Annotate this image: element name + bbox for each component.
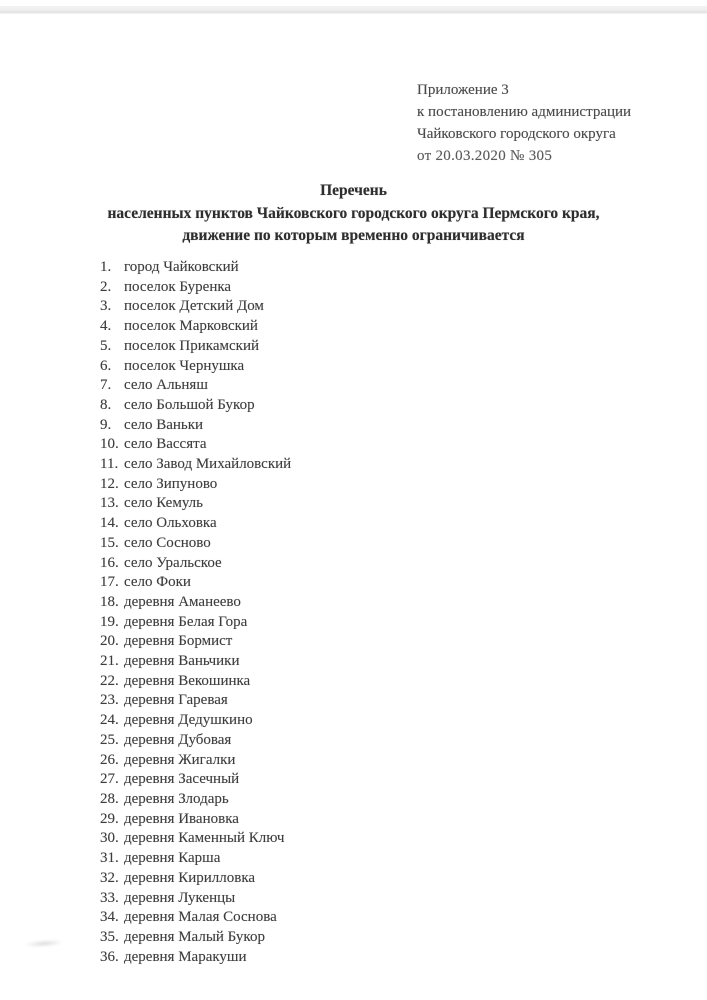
list-item [100, 691, 291, 711]
list-item [100, 869, 291, 889]
appendix-line: Приложение 3 [417, 82, 509, 98]
list-item [100, 593, 291, 613]
list-item [100, 376, 291, 396]
list-item-number: 23. [100, 692, 119, 709]
appendix-line: к постановлению администрации [417, 104, 632, 120]
list-item-number: 14. [100, 515, 119, 532]
list-item [100, 810, 291, 830]
list-item-name: поселок Чернушка [124, 357, 245, 374]
list-item-name: село Фоки [124, 574, 191, 591]
list-item [100, 573, 291, 593]
list-item-name: город Чайковский [124, 259, 239, 275]
list-item-number: 2. [100, 278, 112, 295]
document-title [0, 180, 707, 248]
list-item-number: 11. [100, 456, 119, 473]
list-item [100, 849, 291, 869]
list-item-number: 29. [100, 810, 119, 827]
list-item-name: село Большой Букор [124, 396, 255, 413]
list-item-number: 34. [100, 909, 119, 926]
list-item-number: 25. [100, 731, 119, 748]
scan-artifact-smudge [24, 939, 64, 949]
list-item [100, 396, 291, 416]
list-item-name: деревня Каменный Ключ [124, 830, 285, 847]
appendix-date-number-line: от 20.03.2020 № 305 [417, 148, 553, 164]
list-item-number: 16. [100, 554, 119, 571]
list-item-number: 24. [100, 712, 119, 729]
list-item-number: 33. [100, 889, 119, 906]
list-item-name: деревня Малый Букор [124, 928, 265, 945]
list-item [100, 928, 291, 948]
list-item [100, 711, 291, 731]
list-item-name: деревня Злодарь [124, 790, 229, 807]
scan-artifact-top-band [0, 6, 707, 14]
list-item [100, 534, 291, 554]
list-item-name: село Альняш [124, 377, 208, 394]
list-item-number: 10. [100, 436, 119, 453]
list-item-name: село Уральское [124, 554, 222, 571]
settlements-list [100, 258, 291, 967]
document-title-line: Перечень [320, 182, 387, 199]
list-item [100, 731, 291, 751]
list-item [100, 416, 291, 436]
list-item-number: 27. [100, 771, 119, 788]
list-item-name: деревня Жигалки [124, 751, 236, 768]
appendix-header [417, 79, 631, 167]
list-item-name: деревня Белая Гора [124, 613, 248, 630]
list-item [100, 770, 291, 790]
list-item [100, 908, 291, 928]
list-item-name: село Зипуново [124, 475, 218, 492]
list-item [100, 357, 291, 377]
appendix-line: Чайковского городского округа [417, 126, 616, 142]
list-item-number: 9. [100, 416, 112, 433]
list-item [100, 948, 291, 968]
list-item [100, 632, 291, 652]
list-item [100, 494, 291, 514]
list-item-name: деревня Дубовая [124, 731, 232, 748]
list-item [100, 435, 291, 455]
list-item [100, 337, 291, 357]
list-item-name: поселок Детский Дом [124, 298, 264, 315]
list-item [100, 889, 291, 909]
list-item-name: деревня Лукенцы [124, 889, 236, 906]
document-title-line: населенных пунктов Чайковского городского округа Пермского края, [107, 204, 600, 222]
list-item-number: 20. [100, 633, 119, 650]
list-item-number: 12. [100, 475, 119, 492]
list-item-number: 1. [100, 259, 112, 275]
list-item-number: 22. [100, 672, 119, 689]
list-item-name: деревня Дедушкино [124, 712, 253, 729]
list-item-name: деревня Аманеево [124, 593, 241, 610]
list-item [100, 790, 291, 810]
list-item [100, 613, 291, 633]
list-item [100, 258, 291, 278]
list-item-name: деревня Ваньчики [124, 653, 240, 670]
list-item-number: 15. [100, 534, 119, 551]
list-item-name: село Ваньки [124, 416, 204, 433]
list-item-name: село Ольховка [124, 515, 217, 532]
list-item-number: 35. [100, 928, 119, 945]
list-item-number: 5. [100, 337, 112, 354]
list-item-name: деревня Карша [124, 850, 221, 867]
list-item-name: село Сосново [124, 534, 211, 551]
list-item-number: 36. [100, 948, 119, 965]
list-item-name: деревня Малая Соснова [124, 909, 277, 926]
list-item-name: деревня Кирилловка [124, 869, 256, 886]
list-item [100, 297, 291, 317]
list-item-name: поселок Марковский [124, 318, 258, 335]
list-item-number: 26. [100, 751, 119, 768]
list-item-name: деревня Векошинка [124, 672, 251, 689]
list-item-name: деревня Маракуши [124, 948, 247, 965]
list-item-number: 30. [100, 830, 119, 847]
list-item [100, 278, 291, 298]
list-item-name: село Вассята [124, 436, 207, 453]
list-item-name: деревня Засечный [124, 771, 240, 788]
list-item-name: деревня Гаревая [124, 692, 228, 709]
list-item-name: поселок Буренка [124, 278, 232, 295]
list-item-number: 32. [100, 869, 119, 886]
list-item [100, 672, 291, 692]
list-item [100, 514, 291, 534]
list-item [100, 829, 291, 849]
list-item-number: 4. [100, 318, 112, 335]
document-title-line: движение по которым временно ограничивается [182, 227, 525, 244]
list-item [100, 317, 291, 337]
list-item [100, 652, 291, 672]
list-item-number: 18. [100, 593, 119, 610]
list-item-name: село Завод Михайловский [124, 456, 292, 473]
list-item-number: 8. [100, 396, 112, 413]
list-item-name: деревня Ивановка [124, 810, 239, 827]
list-item-name: поселок Прикамский [124, 337, 259, 354]
list-item [100, 455, 291, 475]
list-item-number: 6. [100, 357, 112, 374]
list-item-number: 13. [100, 495, 119, 512]
list-item [100, 554, 291, 574]
list-item-name: село Кемуль [124, 495, 203, 512]
list-item-number: 31. [100, 850, 119, 867]
list-item-number: 3. [100, 298, 112, 315]
list-item [100, 751, 291, 771]
list-item-number: 17. [100, 574, 119, 591]
list-item-number: 21. [100, 653, 119, 670]
list-item [100, 475, 291, 495]
list-item-number: 7. [100, 377, 112, 394]
list-item-number: 28. [100, 790, 119, 807]
list-item-number: 19. [100, 613, 119, 630]
list-item-name: деревня Бормист [124, 633, 233, 650]
